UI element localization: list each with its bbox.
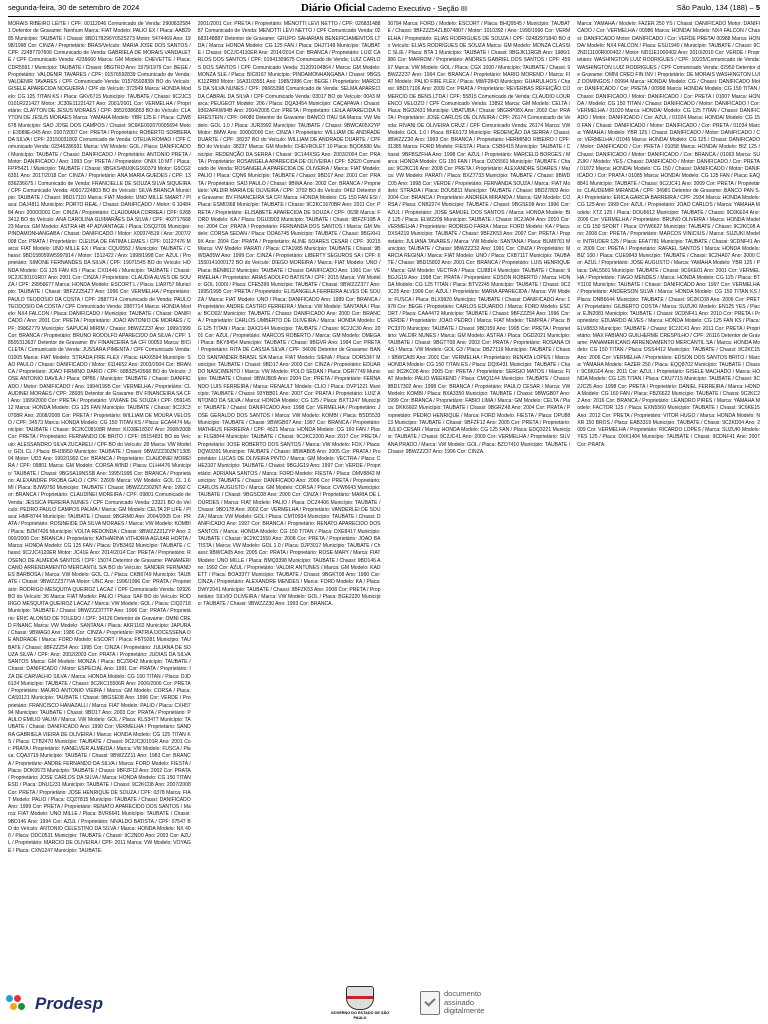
header-date: segunda-feira, 30 de setembro de 2024	[8, 3, 140, 12]
text-column-2: 2001/2001 Cor: PRETA / Proprietário: MENOTTI LEVI NETTO / CPF: 02683148887 Comunicado de Venda: MENOTTI LEVI NETTO / CPF Comunicado Venda: 02683148887 Detentor de Gravame: GRUPO SAHARIAN BENEFICIAMENTOS LTDA / Marca: HONDA Modelo: CG 125 FAN / Placa: DHJ7148 Município: TAUBATE / Chassi: 9C2JC4110ER Ano: 2014/2014 Cor: BRANCA / Proprietário: LUIZ CARLOS DOS SANTOS / CPF: 01941309675 Comunicado de Venda: LUIZ CARLOS DOS SANTOS / CPF Comunicado Venda: 31209104864 / Marca: GM Modelo: MONZA SLE / Placa: BIC8167 Município: PINDAMONHANGABA / Chassi: 9BGSK11ZRB0 Motor: 16A3103551 Ano: 1985/1986 Cor: BEGE / Proprietário: MARCOS DA SILVA NUNES / CPF: 09665398 Comunicado de Venda: SELMA APARECIDA CABRAL DA SILVA / CPF Comunicado Venda: 03017 BO do Veículo: 0043 Marca: PEUGEOT Modelo: 206 / Placa: DQA3454 Município: CAÇAPAVA / Chassi: 9362AFKW94B Ano: 2004/2005 Cor: PRETA / Proprietário: LEILA APARECIDA NERESTEIN / CPF: 04080 Detentor de Gravame: BANCO ITAU SA Marca: VW Modelo: GOL 1.0 / Placa: JUR3992 Município: TAUBATE / Chassi: 9BWCA05X2YP Motor: BMW Ano: 2000/2000 Cor: CINZA / Proprietário: WILLIAM DE ANDRADE DUARTE / CPF: 38237 BO do Veículo: WILLIAM DE ANDRADE DUARTE / CPF BO do Veículo: 38237 Marca: GM Modelo: CHEVROLET 10 Placa: BQO6580 Município: REDENÇÃO DA SERRA / Chassi: 9C144XSG Ano: 2003/2004 Cor: PRATA / Proprietário: ROSANGELA APARECIDA DE OLIVEIRA / CPF: 52620 Comunicado de Venda: ROSANGELA APARECIDA DE OLIVEIRA / Marca: FIAT Modelo: PALIO / Placa: CQN6 Município: TAUBATE / Chassi: 9BD17 Ano: 2001 Cor: PRATA / Proprietário: SAO PAULO / Chassi: 9BWA Ano: 2002 Cor: BRANCA / Proprietário: VALDIR MARIA DE OLIVEIRA / CPF: 3702 BO do Veículo: 0462 Detentor de Gravame: BV FINANCEIRA SA CFI Marca: HONDA Modelo: CG 150 FAN ESI / Placa: ESM0368 Município: TAUBATE / Chassi: 9C2KC1670BR Ano: 2011 Cor: PRETA / Proprietário: ELISABETE APARECIDA DE SOUZA / CPF: 0638 Marca: FORD Modelo: KA / Placa: DGU3903 Município: TAUBATE / Chassi: 9BFZF10B Ano: 2004 Cor: PRATA / Proprietário: FERNANDA DOS SANTOS / Marca: GM Modelo: CORSA SEDAN / Placa: DOA6745 Município: TAUBATE / Chassi: 9BGXH19X Ano: 2004 Cor: PRATA / Proprietário: ALINE SOARES CESAR / CPF: 30215 Marca: VW Modelo: PARATI / Placa: CTA1985 Município: TAUBATE / Chassi: 9BWDA05W Ano: 1999 Cor: CINZA / Proprietário: LIBERTY SEGUROS SA / CPF: 61550141000172 BO do Veículo: DIEGO MOREIRA / Marca: FIAT Modelo: UNO / Placa: BEN8612 Município: TAUBATE / Chassi: DANIFICADO Ano: 1991 Cor: VERMELHA / Proprietário: ARIAS ADOLFO BATISTA / CPF: 2015 Marca: VW Modelo: GOL 1000I / Placa: CFE5399 Município: TAUBATE / Chassi: 9BWZZZ377 Ano: 1995/1995 Cor: PRETA / Proprietário: ELISANGELA FERREIRA ALVES DE SOUZA / Marca: FIAT Modelo: UNO / Placa: DANIFICADO Ano: 1989 Cor: BRANCA / Proprietário: ANDRE CASTRO FERREIRA / Marca: VW Modelo: SANTANA / Placa: BCO02/ Município: TAUBATE / Chassi: DANIFICADO Ano: 2000 Cor: BRANCA / Proprietário: CARLOS UMBERTO DE OLIVEIRA / Marca: HONDA Modelo: CG 125 TITAN / Placa: DAX2144 Município: TAUBATE / Chassi: 9C2JC30 Ano: 2001 Cor: AZUL / Proprietário: MARCOS ROBERTO / Marca: GM Modelo: OMEGA / Placa: BKY8454 Município: TAUBATE / Chassi: 9BGVR Ano: 1994 Cor: PRETA / Proprietário: RITA DE CASSIA SILVA / CPF: 34036 Detentor de Gravame: BANCO SANTANDER BRASIL S/A Marca: FIAT Modelo: SIENA / Placa: DOR5347 Município: TAUBATE / Chassi: 9BD17 Ano: 2003 Cor: CINZA / Proprietário: EDUARDO NASCIMENTO / Marca: VW Modelo: POLO SEDAN / Placa: DGR7749 Município: TAUBATE / Chassi: 9BWJB09 Ano: 2004 Cor: PRETA / Proprietário: FERNANDO LUIS FERREIRA / Marca: RENAULT Modelo: CLIO / Placa: DVP1221 Município: TAUBATE / Chassi: 93YBB01 Ano: 2007 Cor: PRATA / Proprietário: LUIZ ANTONIO DA SILVA / Marca: HONDA Modelo: CG 125 / Placa: BXT1247 Município: TAUBATE / Chassi: DANIFICADO Ano: 1998 Cor: VERMELHA / Proprietário: JOSE GERALDO DOS SANTOS / Marca: VW Modelo: KOMBI / Placa: BSD5533 Município: TAUBATE / Chassi: 9BWGB07 Ano: 1997 Cor: BRANCA / Proprietário: MATHEUS FERREIRA / CPF: 4621 Marca: HONDA Modelo: CG 160 FAN / Placa: FLG8844 Município: TAUBATE / Chassi: 9C2KC2200 Ano: 2017 Cor: PRETA / Proprietário: JOSE ROBERTO DOS SANTOS / Marca: VW Modelo: FOX / Placa: DQW3391 Município: TAUBATE / Chassi: 9BWAB05 Ano: 2005 Cor: PRATA / Proprietário: LUCAS DE OLIVEIRA PINTO / Marca: GM Modelo: VECTRA / Placa: CHE3107 Município: TAUBATE / Chassi: 9BGJG19 Ano: 1997 Cor: VERDE / Proprietário: ADRIANA SANTOS / Marca: FORD Modelo: FIESTA / Placa: DMV8842 Município: TAUBATE / Chassi: DANIFICADO Ano: 2006 Cor: PRETA / Proprietário: CARLOS AUGUSTO / Marca: GM Modelo: CORSA / Placa: CVW6643 Município: TAUBATE / Chassi: 9BGSC08 Ano: 2000 Cor: CINZA / Proprietário: MARIA DE LOURDES / Marca: FIAT Modelo: PALIO / Placa: DCZ4406 Município: TAUBATE / Chassi: 9BD178 Ano: 2002 Cor: VERMELHA / Proprietário: VANDERLEI DE SOUZA / Marca: VW Modelo: GOL / Placa: CMT0934 Município: TAUBATE / Chassi: DANIFICADO Ano: 1997 Cor: BRANCA / Proprietário: RENATO APARECIDO DOS SANTOS / Marca: HONDA Modelo: CG 150 TITAN / Placa: DXE8417 Município: TAUBATE / Chassi: 9C2KC1550 Ano: 2008 Cor: PRETA / Proprietário: JOAO BATISTA / Marca: VW Modelo: GOL 1.0 / Placa: DJP3017 Município: TAUBATE / Chassi: 9BWCA05 Ano: 2005 Cor: PRATA / Proprietário: ROSE MARY / Marca: FIAT Modelo: UNO MILLE / Placa: BMQ3398 Município: TAUBATE / Chassi: 9BD146 Ano: 1992 Cor: AZUL / Proprietário: VALDIR ANTUNES / Marca: GM Modelo: KADETT / Placa: BOA3377 Município: TAUBATE / Chassi: 9BGKT08 Ano: 1990 Cor: CINZA / Proprietário: ALEXANDRE MENDES / Marca: FORD Modelo: KA / Placa: DWY2041 Município: TAUBATE / Chassi: 9BFZK53 Ano: 2008 Cor: PRETA / Proprietário: SILVIO OLIVEIRA / Marca: VW Modelo: GOL / Placa: BGE2220 Município: TAUBATE / Chassi: 9BWZZZ30 Ano: 1993 Cor: BRANCA.	[197, 21, 381, 607]
publication-section: Caderno Executivo - Seção III	[367, 4, 468, 13]
digital-signature-badge	[420, 987, 510, 1019]
prodesp-logo	[6, 994, 103, 1014]
cert-line-1: documento	[444, 989, 482, 999]
cert-line-3: digitalmente	[444, 1006, 485, 1016]
header-divider	[8, 16, 760, 17]
government-seal-text: GOVERNO DO ESTADO DE SÃO PAULO	[330, 1011, 390, 1020]
page-footer	[0, 982, 768, 1024]
header-edition	[677, 0, 760, 16]
header-title-block	[0, 0, 768, 17]
prodesp-wordmark: Prodesp	[35, 994, 104, 1013]
header-city-edition: São Paulo, 134 (188) –	[676, 3, 756, 12]
page-header	[0, 0, 768, 16]
text-column-3: 00794 Marca: FORD / Modelo: ESCORT / Placa: BHQ9545 / Município: TAUBATE / Chassi: 9BFZZZ54ZLB074807 / Motor: 1010392 / Ano: 1990/1990 Cor: VERMELHA / Proprietário: ELIAS RODRIGUES DE SOUZA / CPF: 02482971840 BO do Veículo: ELIAS RODRIGUES DE SOUZA Marca: GM Modelo: MONZA CLASSIC SL/E / Placa: BTA 1 Município: TAUBATE / Chassi: 9BGJK11RGB Ano: 1986/1986 Cor: MARROM / Proprietário: ANDRES GABRIEL DOS SANTOS / CPF: 45967 Marca: VW Modelo: GOL / Placa: CGX 1000 / Município: TAUBATE / Chassi: 9BWZZZ37 Ano: 1994 Cor: BRANCA / Proprietário: MARIO MORENO / Marca: FIAT Modelo: PALIO FIRE FLEX / Placa: MWF2843 Município: GUARULHOS / Chassi: 9BD17106 Ano: 2009 Cor: PRATA / Proprietário: REVERBAS REFEIÇÃO COMERCIO DE BENS LTDA / CPF: 55815 Comunicado de Venda: CLAUDIO LOURENCO VELOZO / CPF Comunicado Venda: 13892 Marca: GM Modelo: CELTA / Placa: BGO2431 Município: UBATUBA / Chassi: 9BGRP08X Ano: 2002 Cor: PRATA / Proprietário: JOSE CARLOS DE OLIVEIRA / CPF: 26174 Comunicado de Venda: RIVANI DE OLIVEIRA CRUZ / CPF Comunicado Venda: 26174 Marca: VW Modelo: GOL 1.0 / Placa: BFE6173 Município: REDENÇÃO DA SERRA / Chassi: 9BWZZZ30 Ano: 1993 Cor: BRANCA / Proprietário: HERMINIO RIBEIRO / CPF: 31385 Marca: FORD Modelo: FIESTA / Placa: CSB0415 Município: TAUBATE / Chassi: 9BFBSZFHA Ano: 1998 Cor: AZUL / Proprietário: MARCELO BORGES / Marca: HONDA Modelo: CG 150 FAN / Placa: DZX5561 Município: TAUBATE / Chassi: 9C2KC16 Ano: 2008 Cor: PRETA / Proprietário: ALEXANDRE SOARES / Marca: VW Modelo: PARATI / Placa: BXZ7733 Município: TAUBATE / Chassi: 9BWDC05 Ano: 1998 Cor: VERDE / Proprietário: FERNANDA SOUZA / Marca: FIAT Modelo: STRADA / Placa: DOU5811 Município: TAUBATE / Chassi: 9BD27803 Ano: 2004 Cor: BRANCA / Proprietário: ANDREIA MIRANDA / Marca: GM Modelo: CORSA / Placa: CNB2274 Município: TAUBATE / Chassi: 9BGSE08 Ano: 1996 Cor: AZUL / Proprietário: JOSE SAMUEL DOS SANTOS / Marca: HONDA Modelo: BIZ 125 / Placa: ELW2209 Município: TAUBATE / Chassi: 9C2JA04 Ano: 2010 Cor: VERMELHA / Proprietário: RODRIGO FARIA / Marca: FORD Modelo: KA / Placa: DXS4219 Município: TAUBATE / Chassi: 9BFZK53 Ano: 2007 Cor: PRETA / Proprietário: JULIANA TAVARES / Marca: VW Modelo: SANTANA / Placa: BLM8761 Município: TAUBATE / Chassi: 9BWZZZ32 Ano: 1991 Cor: CINZA / Proprietário: MARCIA REGINA / Marca: FIAT Modelo: UNO / Placa: CXB7117 Município: TAUBATE / Chassi: 9BD15802 Ano: 2001 Cor: BRANCA / Proprietário: LUIS HENRIQUE / Marca: GM Modelo: VECTRA / Placa: CIJ8814 Município: TAUBATE / Chassi: 9BGJG19 Ano: 1998 Cor: PRATA / Proprietário: EDSON ROBERTO / Marca: HONDA Modelo: CG 125 TITAN / Placa: BTV2245 Município: TAUBATE / Chassi: 9C2JC25 Ano: 1999 Cor: AZUL / Proprietário: MARIA APARECIDA / Marca: VW Modelo: FUSCA / Placa: BLX9920 Município: TAUBATE / Chassi: DANIFICADO Ano: 1978 Cor: BEGE / Proprietário: CARLOS EDUARDO / Marca: FORD Modelo: ESCORT / Placa: CAA4472 Município: TAUBATE / Chassi: 9BFZZZ54 Ano: 1996 Cor: VERDE / Proprietário: JOAO PEDRO / Marca: FIAT Modelo: TEMPRA / Placa: BPC3370 Município: TAUBATE / Chassi: 9BD159 Ano: 1995 Cor: PRETA / Proprietário: VALDIR NUNES / Marca: GM Modelo: ASTRA / Placa: DGD2021 Município: TAUBATE / Chassi: 9BGTT08 Ano: 2003 Cor: PRATA / Proprietário: ROSANA DIAS / Marca: VW Modelo: GOL G3 / Placa: DBZ7119 Município: TAUBATE / Chassi: 9BWCA05 Ano: 2001 Cor: VERMELHA / Proprietário: RENATA LOPES / Marca: HONDA Modelo: CG 150 TITAN ES / Placa: DQI6431 Município: TAUBATE / Chassi: 9C2KC08 Ano: 2005 Cor: PRETA / Proprietário: SERGIO MATOS / Marca: FIAT Modelo: PALIO WEEKEND / Placa: CMQ1144 Município: TAUBATE / Chassi: 9BD17302 Ano: 1998 Cor: BRANCA / Proprietário: PAULO CESAR / Marca: VW Modelo: KOMBI / Placa: BXA3350 Município: TAUBATE / Chassi: 9BWGB07 Ano: 1999 Cor: BRANCA / Proprietário: FABIO LIMA / Marca: GM Modelo: CELTA / Placa: DKK6602 Município: TAUBATE / Chassi: 9BGRZ48 Ano: 2004 Cor: PRATA / Proprietário: PEDRO HENRIQUE / Marca: FORD Modelo: FIESTA / Placa: DPU8813 Município: TAUBATE / Chassi: 9BFZF12 Ano: 2005 Cor: PRETA / Proprietário: JULIO CESAR / Marca: HONDA Modelo: CG 125 FAN / Placa: EDQ3221 Município: TAUBATE / Chassi: 9C2JC41 Ano: 2009 Cor: VERMELHA / Proprietário: SILVANA PRADO / Marca: VW Modelo: GOL / Placa: BZO7410 Município: TAUBATE / Chassi: 9BWZZZ37 Ano: 1996 Cor: CINZA.	[387, 21, 571, 455]
page-number: 5	[755, 3, 760, 12]
cert-line-2: assinado	[444, 997, 475, 1007]
state-crest-icon	[346, 986, 374, 1010]
text-columns	[8, 21, 760, 979]
prodesp-dots-icon	[6, 995, 30, 1013]
government-seal	[330, 986, 390, 1020]
text-column-1: MORAIS RIBEIRO LEITE / CPF: 00112046 Comunicado de Venda: 29008325841 Detentor de Gravame: Nenhum Marca: FIAT Modelo: PALIO EX / Placa: AAB2985 Município: TAUBATE / Chassi: 9BD178296Y0525273 Motor: 5474469 Ano: 1998/1998 Cor: CINZA / Proprietário: BRAS/Veículo: MARIA JOSE DOS SANTOS / CPF: 22487797606 Comunicado de Venda: GABRIELA DE MORAIS VANDALETE / CPF Comunicado Venda: 4236660 Marca: GM Modelo: CHEVETTE / Placa: CDR5591 / Município: TAUBATE / Chassi: 9BGTRO Ano: 1979/1979 Cor: BEGE / Proprietário: VALDENIR TAVARES / CPF: 01576592839 Comunicado de Venda: VALDENIR TAVARES / CPF Comunicado Venda: 01576592839/ BO do Veículo: GISELE APARECIDA NOGUEIRA / CPF do Veículo: 372949 Marca: HONDA Modelo: CG 125 TITAN KS / Placa: GKV6715 Município: TAUBATE / Chassi: 9C2JC30101R221427 Motor: JC30E11221427 Ano: 2001/2001 Cor: VERMELHA / Proprietário: CLAYTON DE JESUS MORAES / CPF: 38520386853 BO do Veículo: CLAYTON DE JESUS MORAES Marca: YAMAHA Modelo: YBR 125 E / Placa: CZW8678 Município: SAO JOSE DOS CAMPOS / Chassi: 9C6KE092070005694 Motor: E3089E-045 Ano: 2007/2007 Cor: PRETA / Proprietário: ROBERTO SORBERA DA SILVA / CPF: 23150031802 Comunicado de Venda: OTELIA ROMAO / CPF Comunicado Venda: 02346286931 Marca: VW Modelo: GOL / Placa: DANIFICADO / Município: TAUBATE / Chassi: DANIFICADO / Proprietário: ANTONIO PRETA / Motor: DANIFICADO / Ano: 1993 Cor: PRETA / Proprietário: ONIX 10 MT / Placa: FPP5421 / Município: TAUBATE / Chassi: 9BGKS48U0KG160379 Motor: G5CG26351 Ano: 2017/2018 Cor: CINZA / Proprietário: ANA MARIA GUEDES / CPF: 13836236675 / Comunicado de Venda: FRANCIELLE DE SOUZA SILVA SIQUEIRA / CPF Comunicado Venda: 40917224803 BO do Veículo: SILVA BRANCA Município: TAUBATE / Chassi: 9BD17110 Marca: FIAT Modelo: UNO MILLE SMART / Placa: DAJ4811 Município: PORTO REAL / Chassi: DANIFICADO / Motor: 6 1048484 Ano: 2000/2001 Cor: CINZA / Proprietário: CLAUDIANA CORREA / CPF: 02683412 BO do Veículo: ANA CAROLINA GUIMARÃES DA SILVA / CPF: 40271766823 Marca: GM Modelo: ASTRA HB 4P ADVANTAGE / Placa: DSQ2706 Município: PINDAMONHANGABA / Chassi: DANIFICADO / Motor: X00374519 / Ano: 2007/2008 Cor: PRATA / Proprietário: CLEUSA DE FATIMA LEMES / CPF: 01127476 Marca: FIAT Modelo: UNO MILLE EX / Placa: CQU0552 / Município: TAUBATE / Chassi: 9BD158059W5997814 / Motor: 1512422 / Ano: 1998/1998 Cor: AZUL / Proprietário: SIMONE FERNANDES DA SILVA / CPF: 19071545 BO do Veículo: HONDA Modelo: CG 125 FAN KS / Placa: CXI1446 / Município: TAUBATE / Chassi: 9C2JC30101R07 Ano: 2001 Cor: CINZA / Proprietário: CLAUDIA ALVES DE SOUZA / CPF: 29956677 Marca: HONDA Modelo: ESCORT L / Placa: LIA9757 Município: TAUBATE / Chassi: 9BFZZZ54ZT Ano: 1996 Cor: VERMELHA / Proprietário: PAULO TEODOSIO DA COSTA / CPF: 2887714 Comunicado de Venda: PAULO TEODOSIO DA COSTA / CPF Comunicado Venda: 2887714 Marca: HONDA Modelo: NX4 FALCON / Placa: DANIFICADO / Município: TAUBATE / Chassi: DANIFICADO / Ano: 2001 Cor: PRETA / Proprietário: JOAO ANTONIO DE MORAES / CPF: 09862779 Município: SAPUCAÍ MIRIM / Chassi: 9BWZZZ37 Ano: 1999/1999 Cor: BRANCA / Proprietário: BRUNO RODOLFO APARECIDO DA SILVA / CPF: 18505313637 Detentor de Gravame: BV FINANCEIRA SA CFI 00053 Marca: BICICLETA / Comunicado de Venda: JUSSARA PIMENTA / CPF Comunicado Venda: 01005 Marca: FIAT Modelo: STRADA FIRE FLEX / Placa: HAX6594 Município: SAO PAULO / Chassi: DANIFICADO / Motor: 6114652 Ano: 2003/2004 Cor: BRANCA / Proprietário: JOAO FIRMINO DARIO / CPF: 68832542668 BO do Veículo: JOSE ANTONIO DAVILA / Placa: DPB6 / Município: TAUBATE / Chassi: DANIFICADO / Motor: DANIFICADO / Ano: 1994/1995 Cor: VERMELHA / Proprietário: CLAUDINEI MORAES / CPF: 28935 Detentor de Gravame: BV FINANCEIRA SA CFI Ano: 1999/2000 Cor: PRETA / Proprietário: VIVIANE DE SOUZA / CPF: 05914512 Marca: HONDA Modelo: CG 125 FAN Município: TAUBATE / Chassi: 9C2JC30708R Ano: 2008/2008 Cor: PRETA / Proprietário: WILLIAM DE MOURA VELOSO / CPF: 34573 Marca: HONDA Modelo: CG 150 TITAN KS / Placa: ECA4474 Município: TAUBATE / Chassi: 9C2KC08108R Motor: KC08E18307 Ano: 2008/2008 Cor: PRETA / Proprietário: FERNANDO DE BRITO / CPF: 05154831 BO do Veículo: ALESSANDRO SILVA ZUCARELI / CPF BO do Veículo: 28 Marca: VW Modelo: GOL CL / Placa: BHJ9950 Município: TAUBATE / Chassi: 9BWZZZ30ZNT130504 Motor: UD3 Ano: 1992/1992 Cor: BRANCA / Proprietário: CLAUDINEI MOREIRA / CPF: 09801 Marca: GM Modelo: CORSA WIND / Placa: CLH4476 Município: TAUBATE / Chassi: 9BGSA19NSSB Ano: 1995/1995 Cor: BRANCA / Proprietário: ALEXANDRE PROBA GALO / CPF: 22609 Marca: VW Modelo: GOL CL 1.6 MI / Placa: BJW9750 Município: TAUBATE / Chassi: 9BWZZZ30ZNT Ano: 1992 Cor: BRANCA / Proprietário: CLAUDINEI MOREIRA / CPF: 09801 Comunicado de Venda: JESSICA PEREIRA NUNES / CPF Comunicado Venda: 23321 BO do Veículo: PEDRO PAULO CAMPOS PALMA / Marca: GM Modelo: CELTA 2P LIFE / Placa: HMF8744 Município: TAUBATE / Chassi: 9BGRM0 Ano: 2004/2005 Cor: PRATA / Proprietário: ROSINEIDE DA SILVA MORAES / Marca: VW Modelo: KOMBI / Placa: BZM7426 Município: VOLTA REDONDA / Chassi: 9BWZZZ21ZYP Ano: 2000/2000 Cor: BRANCA / Proprietário: KATHARINA VITHORIA AGUIAR HORTA / Marca: HONDA Modelo: CG 125 FAN / Placa: DVB3402 Município: TAUBATE / Chassi: 9C2JC4120ER Motor: JC41E Ano: 2014/2014 Cor: PRETA / Proprietário: ROSENO DE ALMEIDA SANTOS / CPF: 15074 Detentor de Gravame: PANAMERICANO ARRENDAMENTO MERCANTIL S/A BO do Veículo: SANDER FERNANDES BARBOSA / Marca: VW Modelo: GOL CL / Placa: CKB6749 Município: TAUBATE / Chassi: 9BWZZZ377VA Motor: UNC Ano: 1996/1996 Cor: PRATA / Proprietário: RODRIGO MESQUITA QUEIROZ LACAZ / CPF Comunicado Venda: 02926 BO do Veículo: 36 Marca: FIAT Modelo: PALIO / Placa: SAF BO do Veículo: RODRIGO MESQUITA QUEIROZ LACAZ / Marca: VW Modelo: GOL / Placa: CIQ2718 Município: TAUBATE / Chassi: 9BWZZZ377TP Ano: 1996 Cor: PRATA / Proprietário: ERIC ALONSO DE TOLEDO / CPF: 34126 Detentor de Gravame: OMNI CRED FINANC Marca: VW Modelo: SANTANA / Placa: AKR1162 Município: JAPURÁ / Chassi: 9BWAG0 Ano: 1986 Cor: CINZA / Proprietário: PATRIA DOCESSENA DE ANDRADE / Marca: FORD Modelo: ESCORT / Placa: FBT9281 Município: TAUBATE / Chassi: 9BFZZZ54 Ano: 1995 Cor: CINZA / Proprietário: JULIANA DE SOUZA SILVA / CPF: Ano: 2002/2003 Cor: PRATA / Proprietário: JUDIAS DA SILVA SANTOS Marca: GM Modelo: MONZA / Placa: BCZ9042 Município: TAUBATE / Chassi: DANIFICADO / Motor: ESPECIAL Ano: 1991 Cor: PRATA / Proprietário: IZA DE CARVALHO SILVA / Marca: HONDA Modelo: CG 150 TITAN / Placa: DJD6124 Município: TAUBATE / Chassi: 9C2KC15506R Ano: 2006/2006 Cor: PRETA / Proprietário: MAURO ANTONIO VIEIRA / Marca: GM Modelo: CORSA / Placa: CAS0121 Município: TAUBATE / Chassi: 9BGSE08 Ano: 1996 Cor: VERDE / Proprietário: FRANCISCO HANAZALLI / Marca: FIAT Modelo: PALIO / Placa: CXH5794 Município: TAUBATE / Chassi: 9BD17 Ano: 2003 Cor: PRATA / Proprietário: PAULO EMILIO VALIM / Marca: VW Modelo: GOL / Placa: KLS3477 Município: TAUBATE / Chassi: DANIFICADO Ano: 1990 Cor: VERMELHA / Proprietário: SANDRA GABRIELA VIEIRA DE OLIVEIRA / Marca: HONDA Modelo: CG 125 TITAN KS / Placa: CTB2470 Município: TAUBATE / Chassi: 9C2JC30101R Ano: 2001 Cor: PRATA / Proprietário: IVANELVER ALMEIDA / Marca: VW Modelo: FUSCA / Placa: CQA3719 Município: TAUBATE / Chassi: 9BWZZZ11 Ano: 1983 Cor: BRANCA / Proprietário: ANDRE FERNANDO DA SILVA / Marca: FORD Modelo: FIESTA / Placa: DOK0573 Município: TAUBATE / Chassi: 9BFZF12 Ano: 2002 Cor: PRATA / Proprietário: JOSE CARLOS DA SILVA / Marca: HONDA Modelo: CG 150 TITAN ESD / Placa: DNU1231 Município: TAUBATE / Chassi: 9C2KC08 Ano: 2007/2008 Cor: PRETA / Proprietário: JOSE HENRIQUE DE SOUZA / CPF: 0378 Marca: FIAT Modelo: PALIO / Placa: CQZ7815 Município: TAUBATE / Chassi: DANIFICADO Ano: 1999 Cor: PRETA / Proprietário: RENATO APARECIDO DOS SANTOS / Marca: FIAT Modelo: UNO MILLE / Placa: BVR6641 Município: TAUBATE / Chassi: 9BD146 Ano: 1994 Cor: AZUL / Proprietário: NIVALDO BATISTA / CPF: 07547 BO do Veículo: ANTONIO CELESTINO DA SILVA / Marca: HONDA Modelo: NX 400 / Placa: DDC0531 Município: TAUBATE / Chassi: 9C2ND0 Ano: 2003 Cor: AZUL / Proprietário: MARCIO DE OLIVEIRA / CPF: 2011 Marca: VW Modelo: VOYAGE / Placa: CXN1247 Município: TAUBATE.	[8, 21, 191, 854]
publication-title: Diário Oficial	[300, 2, 366, 14]
text-column-4: Marca: YAMAHA / Modelo: FAZER 250 YS / Chassi: DANIFICADO Motor: DANIFICADO / Cor: VERMELHA / 00986 Marca: HONDA/ Modelo: NX4 FALCON / Chassi: DANIFICADO Motor: DANIFICADO / Cor: VERDE PRETA/ 00988 Marca: HONDA/ Modelo: NX4 FALCON / Placa: ESU1940 / Município: TAUBATE / Chassi: 9C2ND11100R000402 / Motor: ND11E1000402 Ano: 2010/2010 Cor: VERDE / Proprietário: WASHINGTON LUIZ RODRIGUES / CPF: 10225/Comunicado de Venda: WASHINGTON LUIZ RODRIGUES / CPF Comunicado Venda: 02950 Detentor de Gravame: OMNI CRED FIN INV / Proprietário: DE MORAIS WASHINGTON LUIZ DOMINGOS / 00994 Marca: HONDA/ Modelo: CG / Chassi: DANIFICADO Motor: DANIFICADO / Cor: PRETA / 00998 Marca: HONDA/ Modelo: CG 150 TITAN / Chassi: DANIFICADO / Motor: DANIFICADO / Cor: PRETA / 01007 Marca: HONDA / Modelo: CG 150 TITAN / Chassi: DANIFICADO / Motor: DANIFICADO / Cor: VERMELHA / 01020 Marca: HONDA/ Modelo: CG 125 TITAN / Chassi: DANIFICADO / Motor: DANIFICADO / Cor: AZUL / 01024 Marca: HONDA/ Modelo: CG 150 FAN / Chassi: DANIFICADO / Motor: DANIFICADO / Cor: PRETA / 01034 Marca: YAMAHA / Modelo: YBR 125 / Chassi: DANIFICADO / Motor: DANIFICADO / Cor: VERMELHA / 01045 Marca: HONDA/ Modelo: CG 125 / Chassi: DANIFICADO / Motor: DANIFICADO / Cor: PRETA / 01058 Marca: HONDA/ Modelo: BIZ 125 / Chassi: DANIFICADO / Motor: DANIFICADO / Cor: BRANCA / 01063 Marca: SUZUKI / Modelo: YES / Chassi: DANIFICADO / Motor: DANIFICADO / Cor: PRETA / 01072 Marca: HONDA/ Modelo: CG 150 / Chassi: DANIFICADO / Motor: DANIFICADO / Cor: PRATA / 01085 Marca: HONDA/ Modelo: CG 125 FAN / Placa: EAQ8841 Município: TAUBATE / Chassi: 9C2JC41 Ano: 2009 Cor: PRETA / Proprietário: CLAUDEMIR MIRANDA / CPF: 34981 Detentor de Gravame: BANCO PAN S.A / Proprietário: ERICA GARCIA BARREIRA / CPF: 2934 Marca: HONDA Modelo: CG 125 Ano: 1999 Cor: AZUL / Proprietário: JOAO CARLOS / Marca: YAMAHA Modelo: XTZ 125 / Placa: DOU6612 Município: TAUBATE / Chassi: 9C6KE04 Ano: 2006 Cor: VERMELHA / Proprietário: BRUNO OLIVEIRA / Marca: HONDA Modelo: CG 150 SPORT / Placa: DYW6637 Município: TAUBATE / Chassi: 9C2KC08 Ano: 2008 Cor: PRETA / Proprietário: MARCOS VINICIUS / Marca: SUZUKI Modelo: INTRUDER 125 / Placa: EFA7781 Município: TAUBATE / Chassi: 9CDNF41 Ano: 2009 Cor: PRETA / Proprietário: RAFAEL SANTOS / Marca: HONDA Modelo: BIZ 100 / Placa: CUE9943 Município: TAUBATE / Chassi: 9C2HA07 Ano: 2000 Cor: AZUL / Proprietário: JOSE AUGUSTO / Marca: YAMAHA Modelo: YBR 125 / Placa: DAL5501 Município: TAUBATE / Chassi: 9C6KE01 Ano: 2001 Cor: VERMELHA / Proprietário: TIAGO MENDES / Marca: HONDA Modelo: CG 125 / Placa: BTY1102 Município: TAUBATE / Chassi: DANIFICADO Ano: 1997 Cor: VERMELHA / Proprietário: ANDERSON SILVA / Marca: HONDA Modelo: CG 150 TITAN KS / Placa: DNB6644 Município: TAUBATE / Chassi: 9C2KC08 Ano: 2006 Cor: PRETA / Proprietário: GILBERTO COSTA / Marca: SUZUKI Modelo: EN125 YES / Placa: EJN2081 Município: TAUBATE / Chassi: 9CDNF41 Ano: 2010 Cor: PRETA / Proprietário: EDUARDO ALVES / Marca: HONDA Modelo: CG 125 FAN KS / Placa: ELV8833 Município: TAUBATE / Chassi: 9C2JC41 Ano: 2011 Cor: PRETA / Proprietário: MAX FABIANO GUILHERME CRESPILHO / CPF: 26116 Detentor de Gravame: PANAMERICANO ARRENDAMENTO MERCANTIL SA / Marca: HONDA Modelo: CG 150 TITAN / Placa: DSS4412 Município: TAUBATE / Chassi: 9C2KC15 Ano: 2006 Cor: VERMELHA / Proprietário: EDSON DOS SANTOS BRITO / Marca: YAMAHA Modelo: FAZER 250 / Placa: EQQ8702 Município: TAUBATE / Chassi: 9C6KG04 Ano: 2011 Cor: AZUL / Proprietário: GISELE MACHADO / Marca: HONDA Modelo: CG 125 TITAN / Placa: CKU7715 Município: TAUBATE / Chassi: 9C2JC25 Ano: 1998 Cor: PRETA / Proprietário: DANIEL FERREIRA / Marca: HONDA Modelo: CG 160 FAN / Placa: FBZ6622 Município: TAUBATE / Chassi: 9C2KC22 Ano: 2016 Cor: BRANCA / Proprietário: LEANDRO PIRES / Marca: YAMAHA Modelo: FACTOR 125 / Placa: EXN5560 Município: TAUBATE / Chassi: 9C6KE15 Ano: 2012 Cor: PRETA / Proprietário: VITOR HUGO / Marca: HONDA Modelo: NXR 150 BROS / Placa: EAB3319 Município: TAUBATE / Chassi: 9C2KD04 Ano: 2009 Cor: VERMELHA / Proprietário: RICARDO LOPES / Marca: SUZUKI Modelo: YES 125 / Placa: DXK1404 Município: TAUBATE / Chassi: 9CDNF41 Ano: 2007 Cor: PRATA.	[577, 21, 760, 448]
certified-document-icon	[420, 991, 440, 1015]
